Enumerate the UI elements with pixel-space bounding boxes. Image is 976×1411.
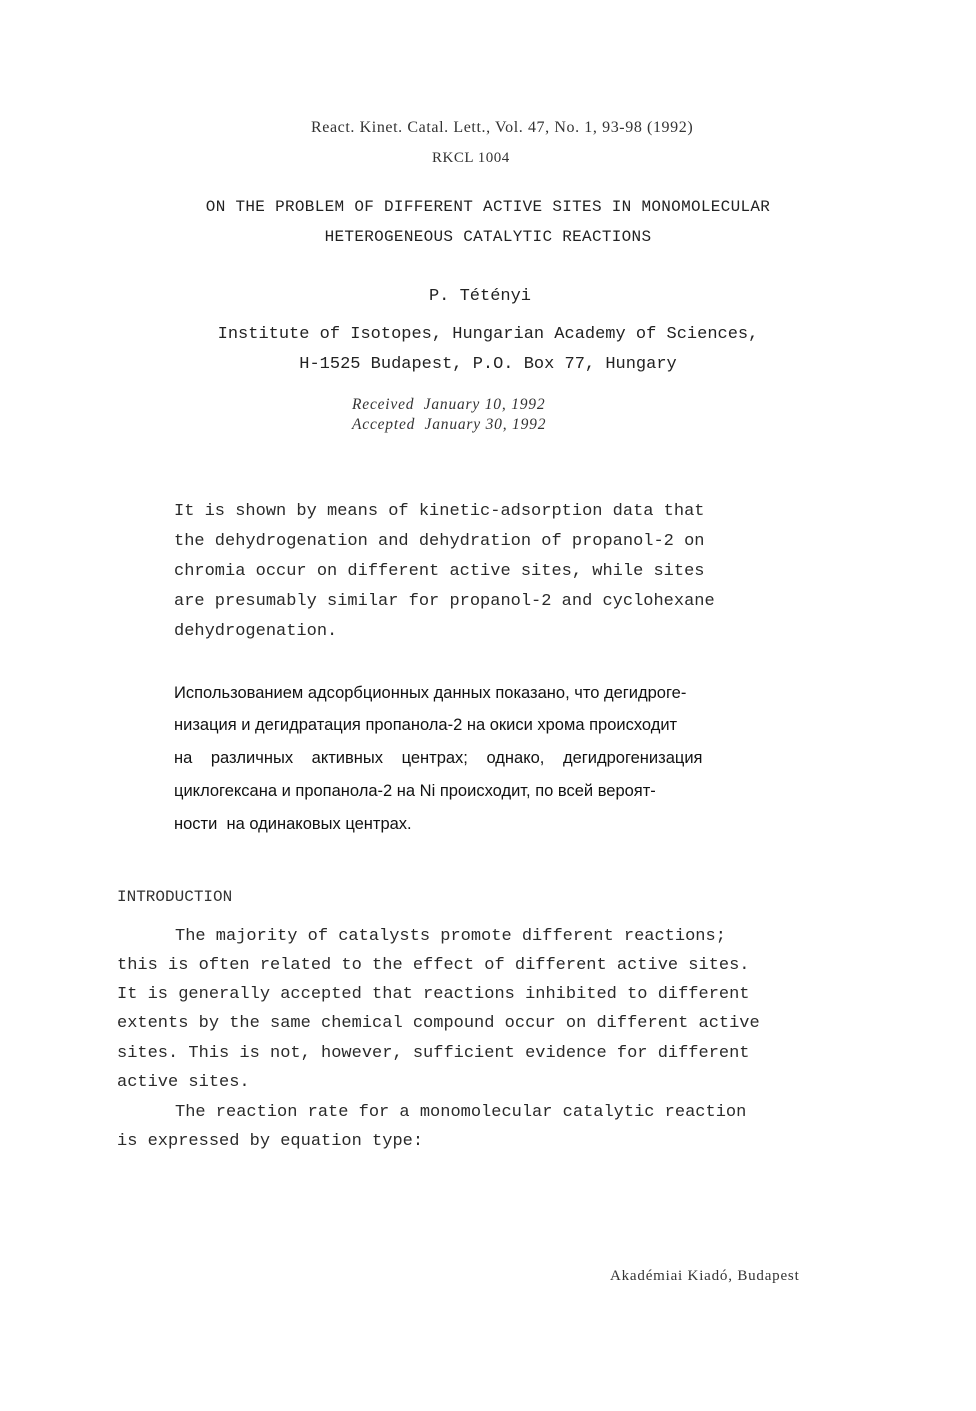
abstract-ru-line: низация и дегидратация пропанола-2 на окиси хрома происходит — [174, 716, 678, 734]
abstract-en-line: It is shown by means of kinetic-adsorption data that — [174, 502, 705, 521]
rkcl-number: RKCL 1004 — [432, 150, 510, 166]
received-date: Received January 10, 1992 — [352, 396, 546, 413]
intro-para1-line: this is often related to the effect of different active sites. — [117, 956, 750, 975]
abstract-en-line: chromia occur on different active sites, while sites — [174, 562, 705, 581]
intro-para1-line: sites. This is not, however, sufficient evidence for different — [117, 1044, 750, 1063]
abstract-ru-line: ности на одинаковых центрах. — [174, 815, 412, 833]
intro-para2-line: is expressed by equation type: — [117, 1132, 424, 1151]
abstract-en-line: dehydrogenation. — [174, 622, 338, 641]
intro-para1-line: extents by the same chemical compound occur on different active — [117, 1014, 760, 1033]
abstract-en-line: the dehydrogenation and dehydration of propanol-2 on — [174, 532, 705, 551]
abstract-ru-line: циклогексана и пропанола-2 на Ni происходит, по всей вероят- — [174, 782, 656, 800]
paper-title-line-1: ON THE PROBLEM OF DIFFERENT ACTIVE SITES IN MONOMOLECULAR — [205, 198, 771, 216]
affiliation-line-2: H-1525 Budapest, P.O. Box 77, Hungary — [299, 355, 677, 374]
journal-citation: React. Kinet. Catal. Lett., Vol. 47, No. 1, 93-98 (1992) — [311, 119, 694, 136]
paper-title-line-2: HETEROGENEOUS CATALYTIC REACTIONS — [324, 228, 652, 246]
abstract-ru-line: Использованием адсорбционных данных показано, что дегидроге- — [174, 684, 687, 702]
publisher-footer: Akadémiai Kiadó, Budapest — [610, 1268, 800, 1284]
accepted-date: Accepted January 30, 1992 — [352, 416, 547, 433]
author-name: P. Tétényi — [428, 287, 532, 306]
intro-para1-line: It is generally accepted that reactions inhibited to different — [117, 985, 750, 1004]
intro-para1-line: The majority of catalysts promote different reactions; — [175, 927, 726, 946]
affiliation-line-1: Institute of Isotopes, Hungarian Academy of Sciences, — [217, 325, 759, 344]
section-heading-introduction: INTRODUCTION — [117, 888, 233, 906]
intro-para2-line: The reaction rate for a monomolecular catalytic reaction — [175, 1103, 747, 1122]
abstract-en-line: are presumably similar for propanol-2 and cyclohexane — [174, 592, 715, 611]
abstract-ru-line: на различных активных центрах; однако, дегидрогенизация — [174, 749, 703, 767]
intro-para1-line: active sites. — [117, 1073, 250, 1092]
